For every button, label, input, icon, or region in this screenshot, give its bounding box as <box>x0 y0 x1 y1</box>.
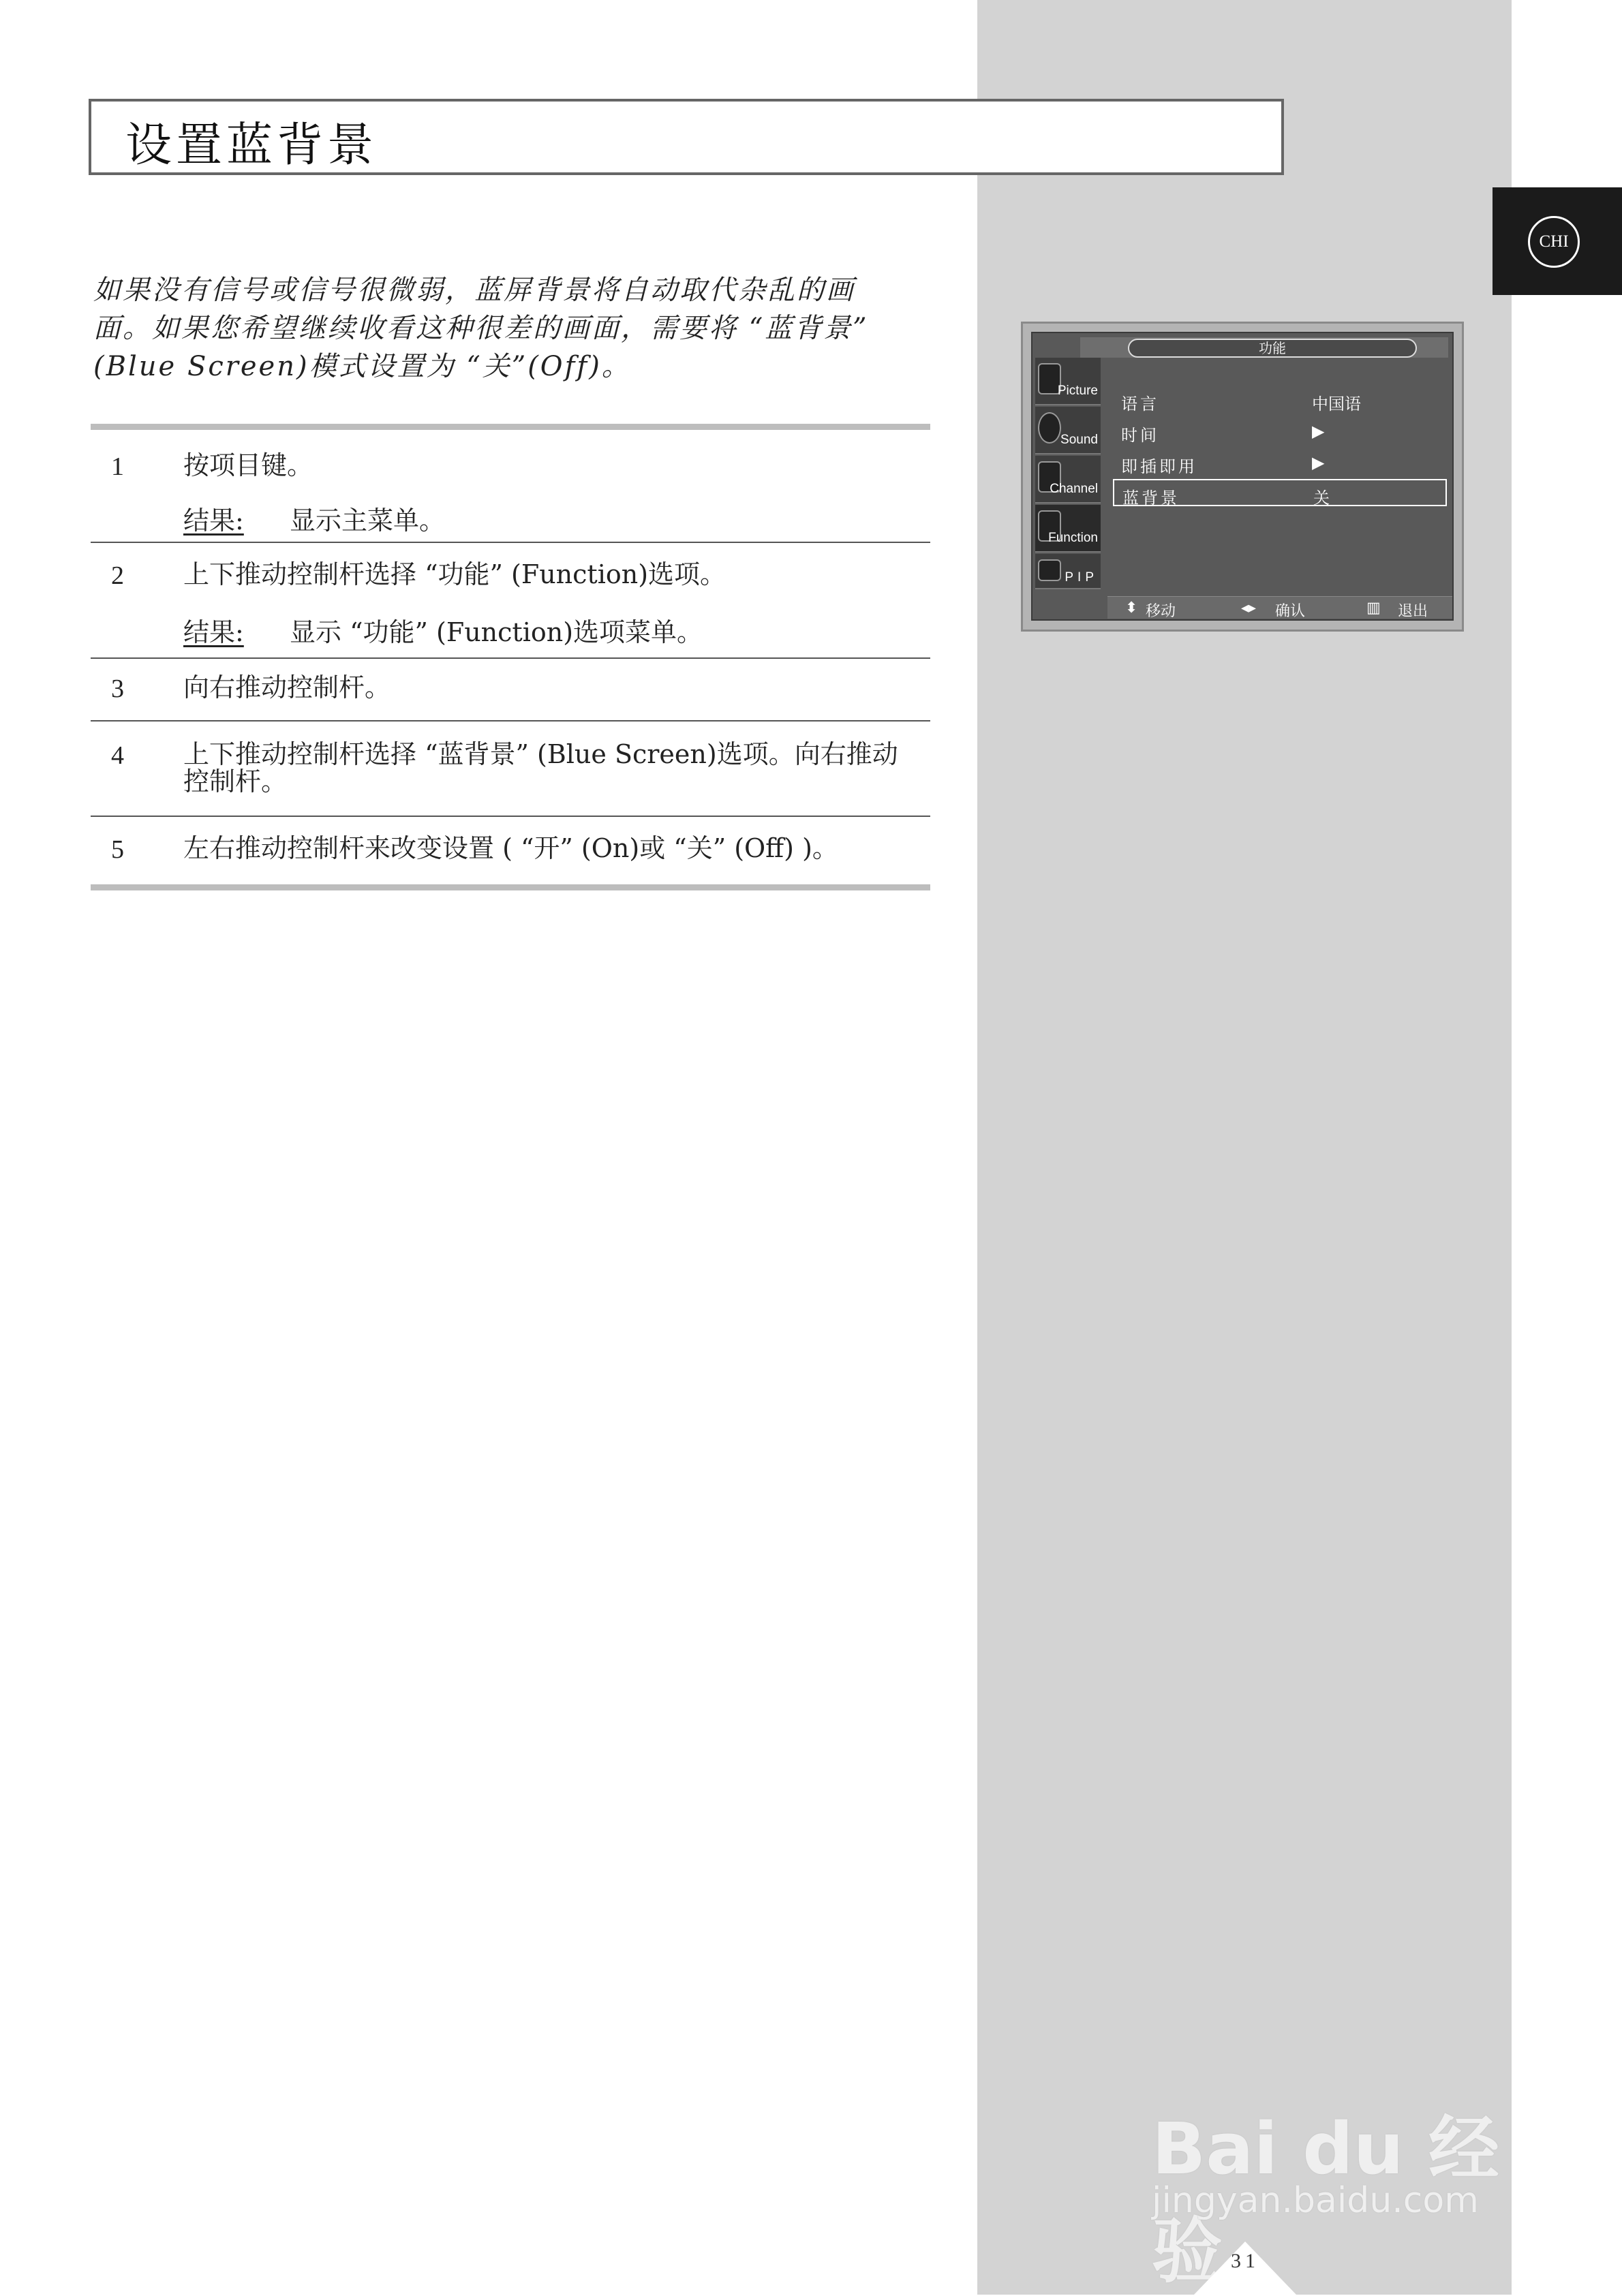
osd-hint-confirm: 确认 <box>1275 603 1306 620</box>
tv-osd-screenshot <box>1021 322 1464 632</box>
osd-hint-exit: 退出 <box>1398 603 1428 620</box>
step-row <box>91 543 930 659</box>
osd-row-key: 即插即用 <box>1121 457 1197 476</box>
osd-menu-function <box>1035 505 1101 553</box>
page-number: 31 <box>1231 2250 1259 2272</box>
result-label: 结果: <box>183 506 244 536</box>
osd-menu-channel <box>1035 456 1101 503</box>
osd-menu-label: Channel <box>1050 482 1098 496</box>
osd-menu-picture <box>1035 358 1101 405</box>
step-text: 左右推动控制杆来改变设置 ( “开” (On)或 “关” (Off) )。 <box>183 833 838 863</box>
osd-row-key: 语言 <box>1121 394 1159 414</box>
osd-title-bar <box>1080 337 1448 358</box>
osd-menu-pip <box>1035 554 1101 589</box>
step-number: 3 <box>111 674 124 703</box>
step-number: 1 <box>111 452 124 481</box>
osd-menu-label: Sound <box>1060 433 1098 447</box>
osd-menu-label: PIP <box>1065 570 1098 585</box>
osd-bottom-bar <box>1107 596 1452 619</box>
step-text: 向右推动控制杆。 <box>183 672 391 702</box>
step-text: 上下推动控制杆选择 “蓝背景” (Blue Screen)选项。向右推动控制杆。 <box>183 739 898 796</box>
osd-row-value: 关 <box>1313 488 1330 508</box>
language-badge: CHI <box>1528 216 1580 268</box>
intro-line: 面。如果您希望继续收看这种很差的画面，需要将 “蓝背景” <box>93 313 869 344</box>
osd-menu-label: Function <box>1048 531 1098 545</box>
intro-line: 如果没有信号或信号很微弱，蓝屏背景将自动取代杂乱的画 <box>93 275 855 306</box>
step-number: 2 <box>111 561 124 590</box>
updown-arrow-icon: ⬍ <box>1125 600 1138 617</box>
osd-row-value: ▶ <box>1312 422 1325 441</box>
osd-menu-label: Picture <box>1057 384 1098 398</box>
osd-row-plug-and-play <box>1113 449 1447 476</box>
osd-row-language <box>1113 386 1447 414</box>
osd-hint-move: 移动 <box>1146 603 1176 620</box>
osd-row-key: 蓝背景 <box>1122 488 1180 508</box>
result-label: 结果: <box>183 617 244 647</box>
result-text: 显示 “功能” (Function)选项菜单。 <box>290 617 703 647</box>
watermark-url: jingyan.baidu.com <box>1152 2180 1479 2221</box>
osd-title: 功能 <box>1128 339 1417 358</box>
step-text: 按项目键。 <box>183 450 313 480</box>
step-number: 4 <box>111 741 124 770</box>
menu-icon: ▥ <box>1366 600 1381 617</box>
leftright-arrow-icon: ◂▸ <box>1241 600 1257 617</box>
step-text: 上下推动控制杆选择 “功能” (Function)选项。 <box>183 559 726 589</box>
step-row <box>91 659 930 722</box>
osd-row-blue-screen <box>1113 479 1447 506</box>
sound-icon <box>1038 412 1061 444</box>
osd-row-time <box>1113 418 1447 445</box>
osd-menu-sound <box>1035 407 1101 454</box>
intro-paragraph <box>93 271 932 386</box>
step-row <box>91 430 930 543</box>
page-title: 设置蓝背景 <box>125 119 378 172</box>
osd-row-key: 时间 <box>1121 426 1159 445</box>
title-box <box>89 99 1284 175</box>
osd-row-value: 中国语 <box>1312 394 1361 414</box>
result-text: 显示主菜单。 <box>290 506 446 536</box>
language-tab <box>1493 187 1622 295</box>
step-number: 5 <box>111 835 124 864</box>
osd-sidebar <box>1035 358 1101 589</box>
step-row <box>91 817 930 890</box>
pip-icon <box>1038 559 1061 581</box>
watermark-logo: Bai du 经验 <box>1152 2107 1499 2293</box>
step-row <box>91 722 930 817</box>
intro-line: (Blue Screen)模式设置为 “关”(Off)。 <box>93 351 631 382</box>
osd-row-value: ▶ <box>1312 453 1325 472</box>
osd-panel <box>1031 332 1454 621</box>
steps-table <box>91 424 930 890</box>
